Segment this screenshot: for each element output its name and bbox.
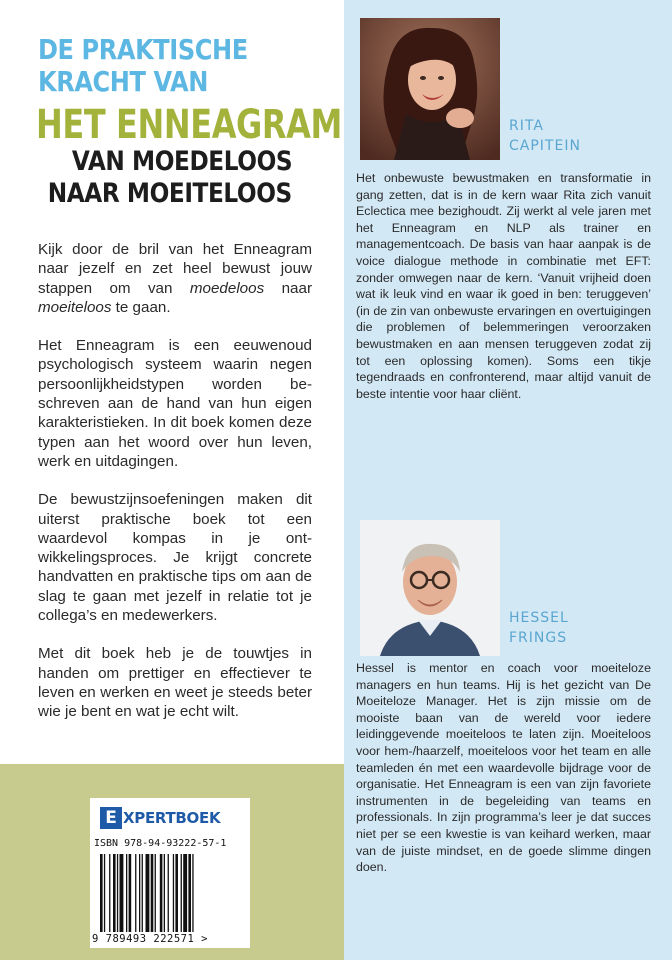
- barcode-bar: [151, 854, 154, 932]
- barcode-bar: [160, 854, 163, 932]
- blurb-paragraph-3: De bewustzijnsoefeningen maken dit uiterst praktische boek tot een waardevol kompas in je ontwikkelingsproces. Je krijgt concrete handvatten en praktische tips om aan de slag te gaan met jezelf in relatie tot je collega’s en medewerkers.: [38, 491, 312, 625]
- barcode-bar: [100, 854, 103, 932]
- blurb-paragraph-2: Het Enneagram is een eeuwenoud psychologisch systeem waarin negen persoonlijkheidstypen worden beschreven aan de hand van hun eigen karakteristieken. In dit boek komen deze typen aan het woord over hun leven, werk en uitdagingen.: [38, 337, 312, 470]
- barcode-bar: [120, 854, 124, 932]
- barcode-bar: [175, 854, 178, 932]
- publisher-logo: [100, 806, 220, 830]
- author-photo-hessel: [360, 520, 500, 656]
- title-main: HET ENNEAGRAM: [36, 102, 342, 148]
- barcode-block: [90, 798, 250, 948]
- author-photo-rita: [360, 18, 500, 160]
- barcode-bar: [164, 854, 165, 932]
- barcode-bar: [181, 854, 182, 932]
- barcode-bar: [135, 854, 136, 932]
- barcode-bar: [129, 854, 132, 932]
- author-bio-hessel: Hessel is mentor en coach voor moeiteloze managers en hun teams. Hij is het gezicht van De Moeiteloze Manager. Het is zijn missie om de mooiste baan van de wereld voor iedere leidinggevende moeiteloos te laten zijn. Moeiteloos voor hem-/haarzelf, moeiteloos voor het team en alle teamleden én met een waardevolle bijdrage voor de organisatie. Het Enneagram is een van zijn favoriete instrumenten in de begeleiding van teams en professionals. In zijn programma’s leer je dat succes niet per se een kwestie is van keihard werken, maar van de juiste mindset, en de goede slimme dingen doen.: [356, 661, 651, 875]
- barcode-bar: [188, 854, 191, 932]
- barcode-bar: [168, 854, 169, 932]
- barcode-bar: [173, 854, 174, 932]
- barcode-bar: [192, 854, 193, 932]
- emphasis-moedeloos: moedeloos: [189, 279, 265, 297]
- author-name-hessel: HESSEL FRINGS: [509, 610, 569, 646]
- barcode-bar: [155, 854, 156, 932]
- portrait-rita-illustration: [360, 18, 500, 160]
- barcode-bar: [117, 854, 118, 932]
- barcode-digits: 9 789493 222571 >: [92, 933, 208, 945]
- barcode-bar: [113, 854, 116, 932]
- subtitle-line-2: NAAR MOEITELOOS: [47, 178, 292, 209]
- emphasis-moeiteloos: moeiteloos: [38, 298, 112, 316]
- blurb-paragraph-4: Met dit boek heb je de touwtjes in handen om prettiger en effectiever te leven en werken en weet je steeds beter wie je bent en wat je echt wilt.: [38, 645, 312, 721]
- blurb-paragraph-1: Kijk door de bril van het Enneagram naar jezelf en zet heel bewust jouw stappen om van moedeloos naar moeiteloos te gaan.: [38, 241, 312, 316]
- isbn-label: ISBN 978-94-93222-57-1: [94, 838, 227, 849]
- barcode-bar: [126, 854, 127, 932]
- publisher-logo-text: XPERTBOEK: [123, 809, 221, 827]
- title-line-2: KRACHT VAN: [38, 65, 208, 98]
- subtitle-line-1: VAN MOEDELOOS: [71, 146, 292, 177]
- barcode-bar: [142, 854, 143, 932]
- barcode-bar: [104, 854, 105, 932]
- barcode-bar: [146, 854, 150, 932]
- barcode-bar: [109, 854, 110, 932]
- barcode-bars: [100, 854, 240, 932]
- author-bio-rita: Het onbewuste bewustmaken en transformatie in gang zetten, dat is in de kern waar Rita zich vanuit Eclectica mee bezighoudt. Zij werkt al vele jaren met het Enneagram en NLP als trainer en managementcoach. De basis van haar aanpak is de voice dialogue methode in combinatie met EFT: zonder omwegen naar de kern. ‘Vanuit vrijheid doen wat ik leuk vind en waar ik goed in ben: teruggeven’ (in de zin van onbewuste ervaringen en overtuigingen die problemen of belemmeringen veroorzaken bewustmaken en aan mensen teruggeven zodat zij tot een oplossing komen). Soms een tikje tegendraads en confronterend, maar altijd vanuit de beste intentie voor haar cliënt.: [356, 171, 651, 401]
- author-name-rita: RITA CAPITEIN: [509, 118, 581, 154]
- barcode-bar: [139, 854, 140, 932]
- portrait-hessel-illustration: [360, 520, 500, 656]
- title-line-1: DE PRAKTISCHE: [38, 33, 248, 66]
- publisher-logo-mark: E: [100, 807, 122, 829]
- barcode-bar: [183, 854, 187, 932]
- blurb: [38, 240, 312, 741]
